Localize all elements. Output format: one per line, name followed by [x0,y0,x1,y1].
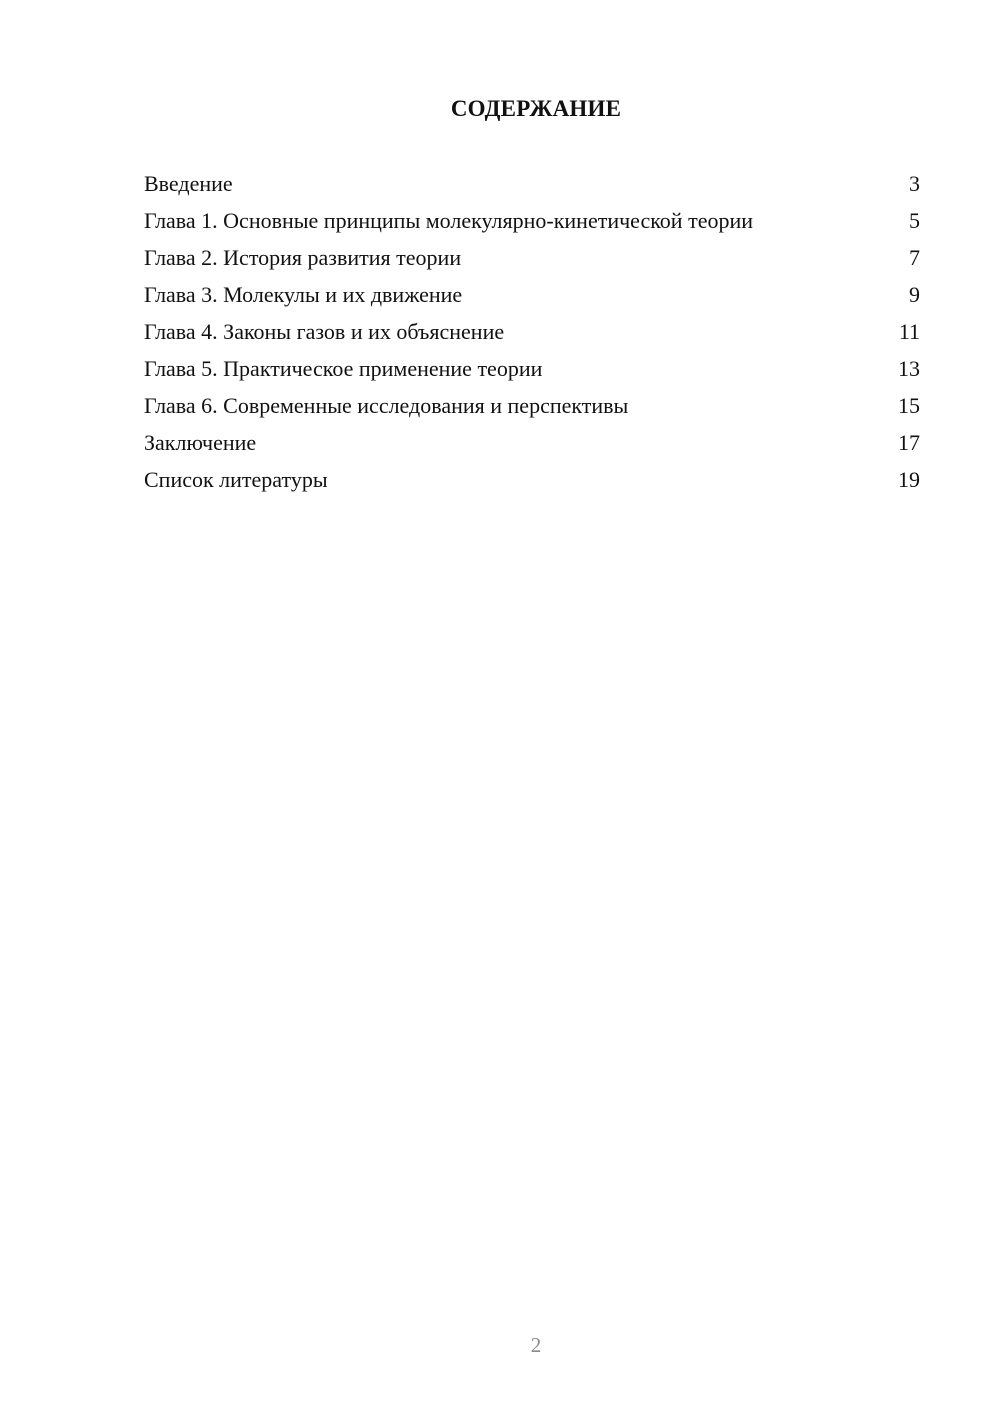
page-title: СОДЕРЖАНИЕ [450,96,622,121]
toc-entry-title: Глава 3. Молекулы и их движение [144,282,463,307]
toc-entry-page: 7 [909,245,920,270]
toc-entry-title: Введение [144,171,233,196]
toc-entry [144,392,920,419]
toc-entry [144,355,920,382]
toc-entry [144,466,920,493]
toc-entry-page: 17 [898,430,920,455]
toc-entry-title: Глава 6. Современные исследования и перспективы [144,393,629,418]
toc-entry-page: 13 [898,356,920,381]
toc-entry-title: Заключение [144,430,257,455]
toc-entry [144,318,920,345]
page-number: 2 [530,1333,542,1357]
toc-entry-title: Глава 5. Практическое применение теории [144,356,543,381]
toc-entry-title: Глава 4. Законы газов и их объяснение [144,319,505,344]
toc-entry-page: 11 [898,319,920,344]
toc-entry-page: 15 [898,393,920,418]
toc-entry-page: 9 [909,282,920,307]
toc-entry-page: 5 [909,208,920,233]
table-of-contents [144,170,920,503]
toc-entry-title: Глава 2. История развития теории [144,245,462,270]
toc-entry-title: Список литературы [144,467,328,492]
toc-entry-page: 3 [909,171,920,196]
toc-entry [144,170,920,197]
toc-entry [144,429,920,456]
toc-entry [144,281,920,308]
toc-entry-title: Глава 1. Основные принципы молекулярно-кинетической теории [144,208,754,233]
toc-entry-page: 19 [898,467,920,492]
toc-entry [144,244,920,271]
toc-entry [144,207,920,234]
